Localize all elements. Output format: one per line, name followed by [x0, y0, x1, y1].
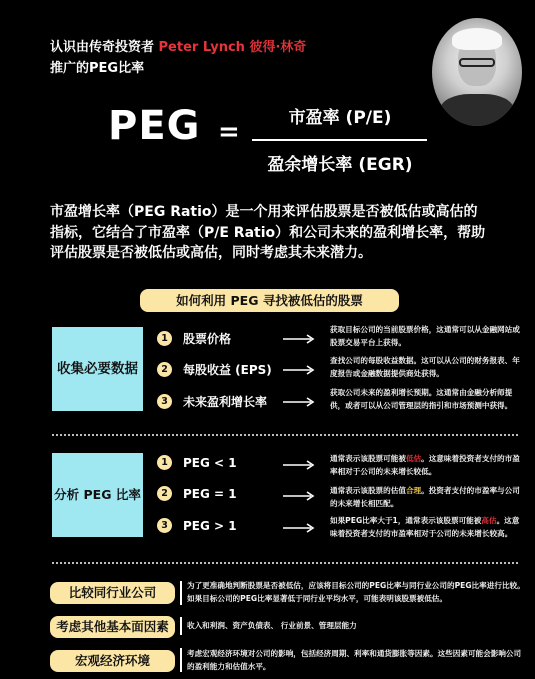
highlight-undervalued: 低估	[405, 454, 422, 463]
highlight-reasonable: 合理	[405, 486, 422, 495]
other-fundamentals-pill: 考虑其他基本面因素	[50, 616, 175, 638]
item-label-peg-less: PEG < 1	[183, 456, 237, 470]
step-number-badge: 2	[157, 362, 172, 377]
macro-environment-note: 考虑宏观经济环境对公司的影响，包括经济周期、利率和通货膨胀等因素。这些因素可能会影响公司的盈利能力和估值水平。	[187, 649, 522, 671]
vertical-bar	[180, 581, 182, 605]
vertical-bar	[180, 648, 182, 672]
section-header-pill: 如何利用 PEG 寻找被低估的股票	[140, 289, 399, 312]
intro-line-1: 认识由传奇投资者 Peter Lynch 彼得·林奇	[50, 40, 307, 55]
item-note: 查找公司的每股收益数据。这可以从公司的财务报表、年度报告或金融数据提供商处获得。	[330, 356, 520, 378]
step-number-badge: 3	[157, 394, 172, 409]
item-label-peg-equal: PEG = 1	[183, 487, 237, 501]
intro-text	[50, 37, 306, 79]
peg-description: 市盈增长率（PEG Ratio）是一个用来评估股票是否被低估或高估的指标，它结合了市盈率（P/E Ratio）和公司未来的盈利增长率，帮助评估股票是否被低估或高估，同时考虑其未来潜力。	[50, 204, 486, 261]
item-note: 获取目标公司的当前股票价格，这通常可以从金融网站或股票交易平台上获得。	[330, 325, 520, 347]
compare-peers-pill: 比较同行业公司	[50, 582, 175, 604]
arrow-right-icon	[283, 459, 315, 471]
collect-data-box: 收集必要数据	[52, 327, 143, 411]
step-number-badge: 2	[157, 486, 172, 501]
intro-line-2: 推广的PEG比率	[50, 61, 145, 76]
item-note: 通常表示该股票的估值合理。投资者支付的市盈率与公司的未来增长相匹配。	[330, 486, 520, 508]
compare-peers-note: 为了更准确地判断股票是否被低估，应该将目标公司的PEG比率与同行业公司的PEG比率进行比较。如果目标公司的PEG比率显著低于同行业平均水平，可能表明该股票被低估。	[187, 581, 525, 603]
step-number-badge: 1	[157, 455, 172, 470]
highlight-overvalued: 高估	[481, 516, 497, 525]
arrow-right-icon	[283, 364, 315, 376]
peter-lynch-name: Peter Lynch 彼得·林奇	[158, 40, 307, 55]
analyze-peg-box: 分析 PEG 比率	[52, 453, 143, 537]
step-number-badge: 1	[157, 331, 172, 346]
formula-numerator: 市盈率 (P/E)	[288, 108, 392, 128]
arrow-right-icon	[283, 396, 315, 408]
peter-lynch-portrait-icon	[432, 18, 522, 126]
dotted-divider	[52, 434, 518, 436]
item-note: 通常表示该股票可能被低估。这意味着投资者支付的市盈率相对于公司的未来增长较低。	[330, 454, 520, 476]
item-note: 如果PEG比率大于1，通常表示该股票可能被高估。这意味着投资者支付的市盈率相对于公司的未来增长较高。	[330, 516, 520, 538]
arrow-right-icon	[283, 333, 315, 345]
step-number-badge: 3	[157, 518, 172, 533]
formula-equals: =	[218, 117, 240, 147]
item-label-growth-rate: 未来盈利增长率	[183, 395, 268, 409]
vertical-bar	[180, 617, 182, 635]
macro-environment-pill: 宏观经济环境	[50, 650, 175, 672]
dotted-divider	[52, 562, 518, 564]
formula-denominator: 盈余增长率 (EGR)	[267, 155, 413, 175]
fraction-line	[252, 139, 427, 141]
item-label-eps: 每股收益 (EPS)	[183, 363, 272, 377]
arrow-right-icon	[283, 522, 315, 534]
item-label-stock-price: 股票价格	[183, 332, 232, 346]
item-note: 获取公司未来的盈利增长预期。这通常由金融分析师提供，或者可以从公司管理层的指引和市场预测中获得。	[330, 388, 513, 410]
other-fundamentals-note: 收入和利润、资产负债表、 行业前景、管理层能力	[187, 621, 357, 630]
arrow-right-icon	[283, 490, 315, 502]
item-label-peg-greater: PEG > 1	[183, 519, 237, 533]
formula-lhs: PEG	[108, 103, 201, 149]
